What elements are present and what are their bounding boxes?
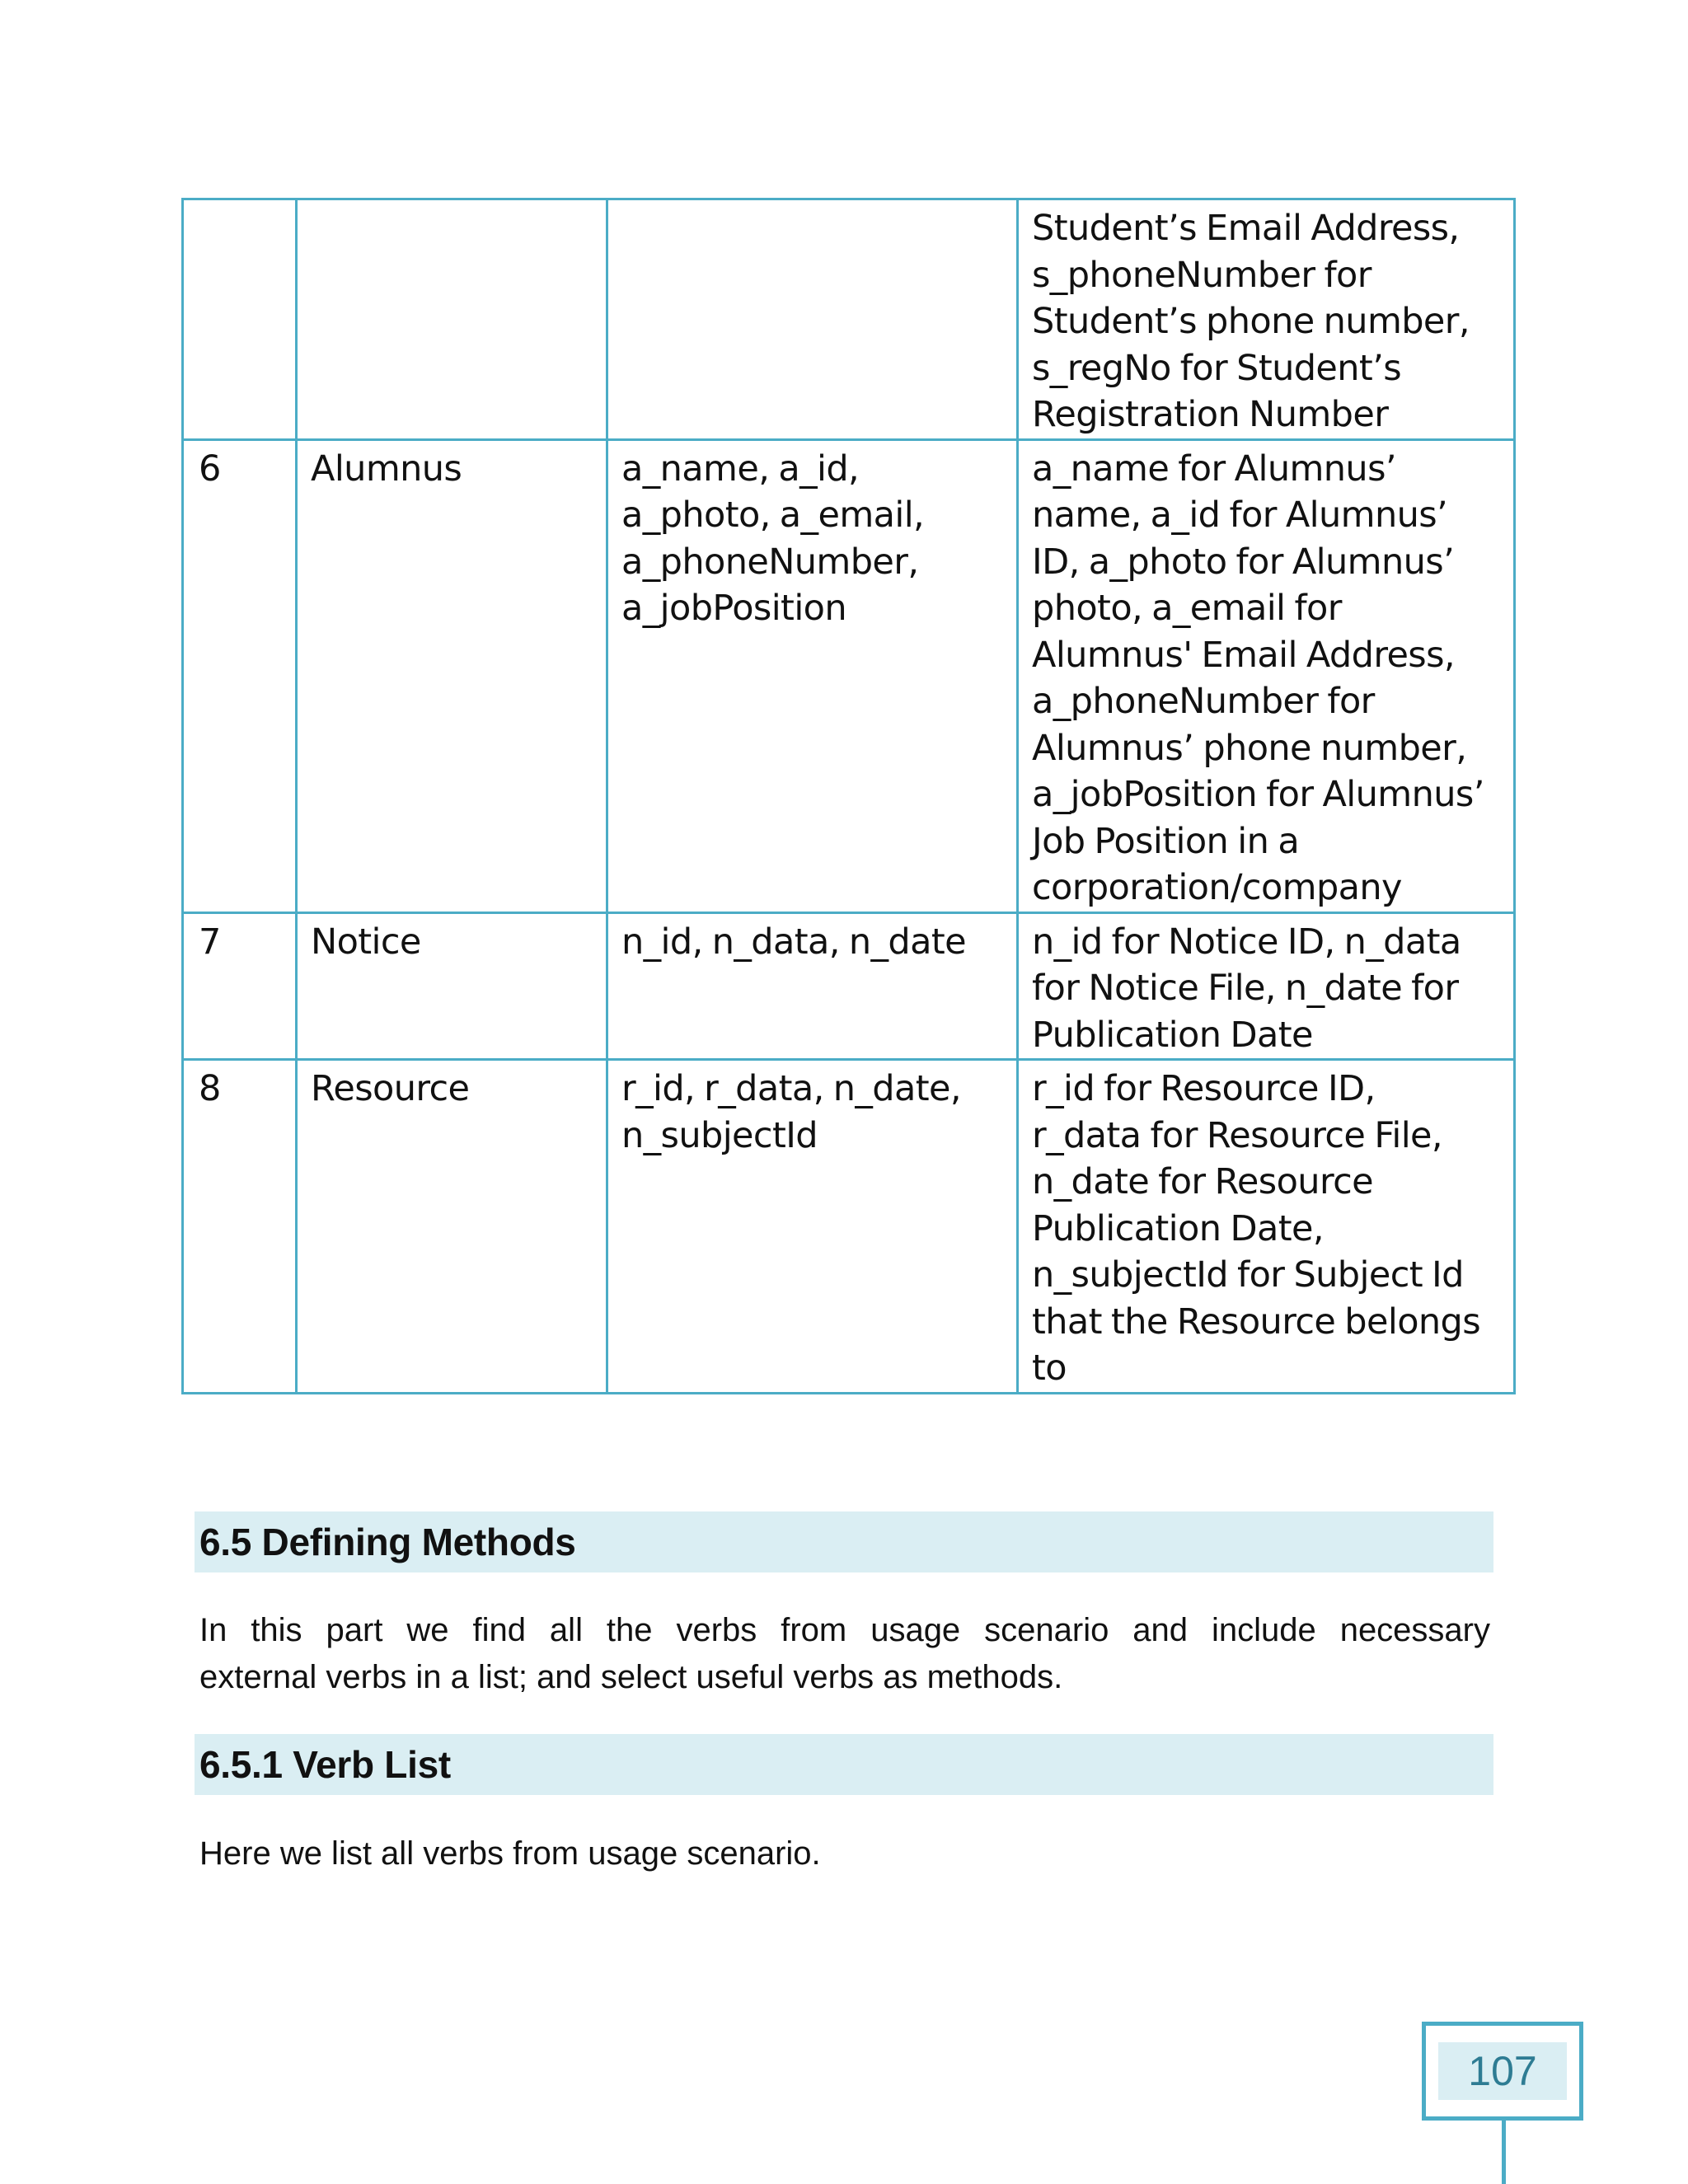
section-heading-defining-methods: 6.5 Defining Methods: [195, 1511, 1493, 1572]
attributes-cell: n_id, n_data, n_date: [607, 912, 1018, 1060]
row-number-cell: [183, 199, 297, 440]
attributes-cell: r_id, r_data, n_date, n_subjectId: [607, 1060, 1018, 1394]
description-cell: n_id for Notice ID, n_data for Notice File, n_date for Publication Date: [1018, 912, 1515, 1060]
row-number-cell: 8: [183, 1060, 297, 1394]
row-number-cell: 6: [183, 439, 297, 912]
table-row: [183, 912, 1515, 1060]
attributes-table: [181, 198, 1516, 1394]
page-number: 107: [1438, 2042, 1567, 2100]
description-cell: a_name for Alumnus’ name, a_id for Alumnus’ ID, a_photo for Alumnus’ photo, a_email for Alumnus' Email Address, a_phoneNumber for Alumnus’ phone number, a_jobPosition for Alumnus’ Job Position in a corporation/company: [1018, 439, 1515, 912]
description-cell: r_id for Resource ID, r_data for Resource File, n_date for Resource Publication Date, n_subjectId for Subject Id that the Resource belongs to: [1018, 1060, 1515, 1394]
table-row: [183, 439, 1515, 912]
class-name-cell: Resource: [297, 1060, 607, 1394]
page-number-connector-line: [1502, 2121, 1506, 2184]
row-number-cell: 7: [183, 912, 297, 1060]
verb-list-paragraph: Here we list all verbs from usage scenario.: [199, 1835, 821, 1872]
section-heading-verb-list: 6.5.1 Verb List: [195, 1734, 1493, 1795]
attributes-cell: [607, 199, 1018, 440]
class-name-cell: Alumnus: [297, 439, 607, 912]
table-row: [183, 199, 1515, 440]
class-name-cell: Notice: [297, 912, 607, 1060]
description-cell: Student’s Email Address, s_phoneNumber for Student’s phone number, s_regNo for Student’s Registration Number: [1018, 199, 1515, 440]
page-number-box: [1422, 2022, 1583, 2121]
defining-methods-paragraph: In this part we find all the verbs from usage scenario and include necessary external verbs in a list; and select useful verbs as methods.: [199, 1612, 1490, 1695]
attributes-cell: a_name, a_id, a_photo, a_email, a_phoneNumber, a_jobPosition: [607, 439, 1018, 912]
table-row: [183, 1060, 1515, 1394]
class-name-cell: [297, 199, 607, 440]
